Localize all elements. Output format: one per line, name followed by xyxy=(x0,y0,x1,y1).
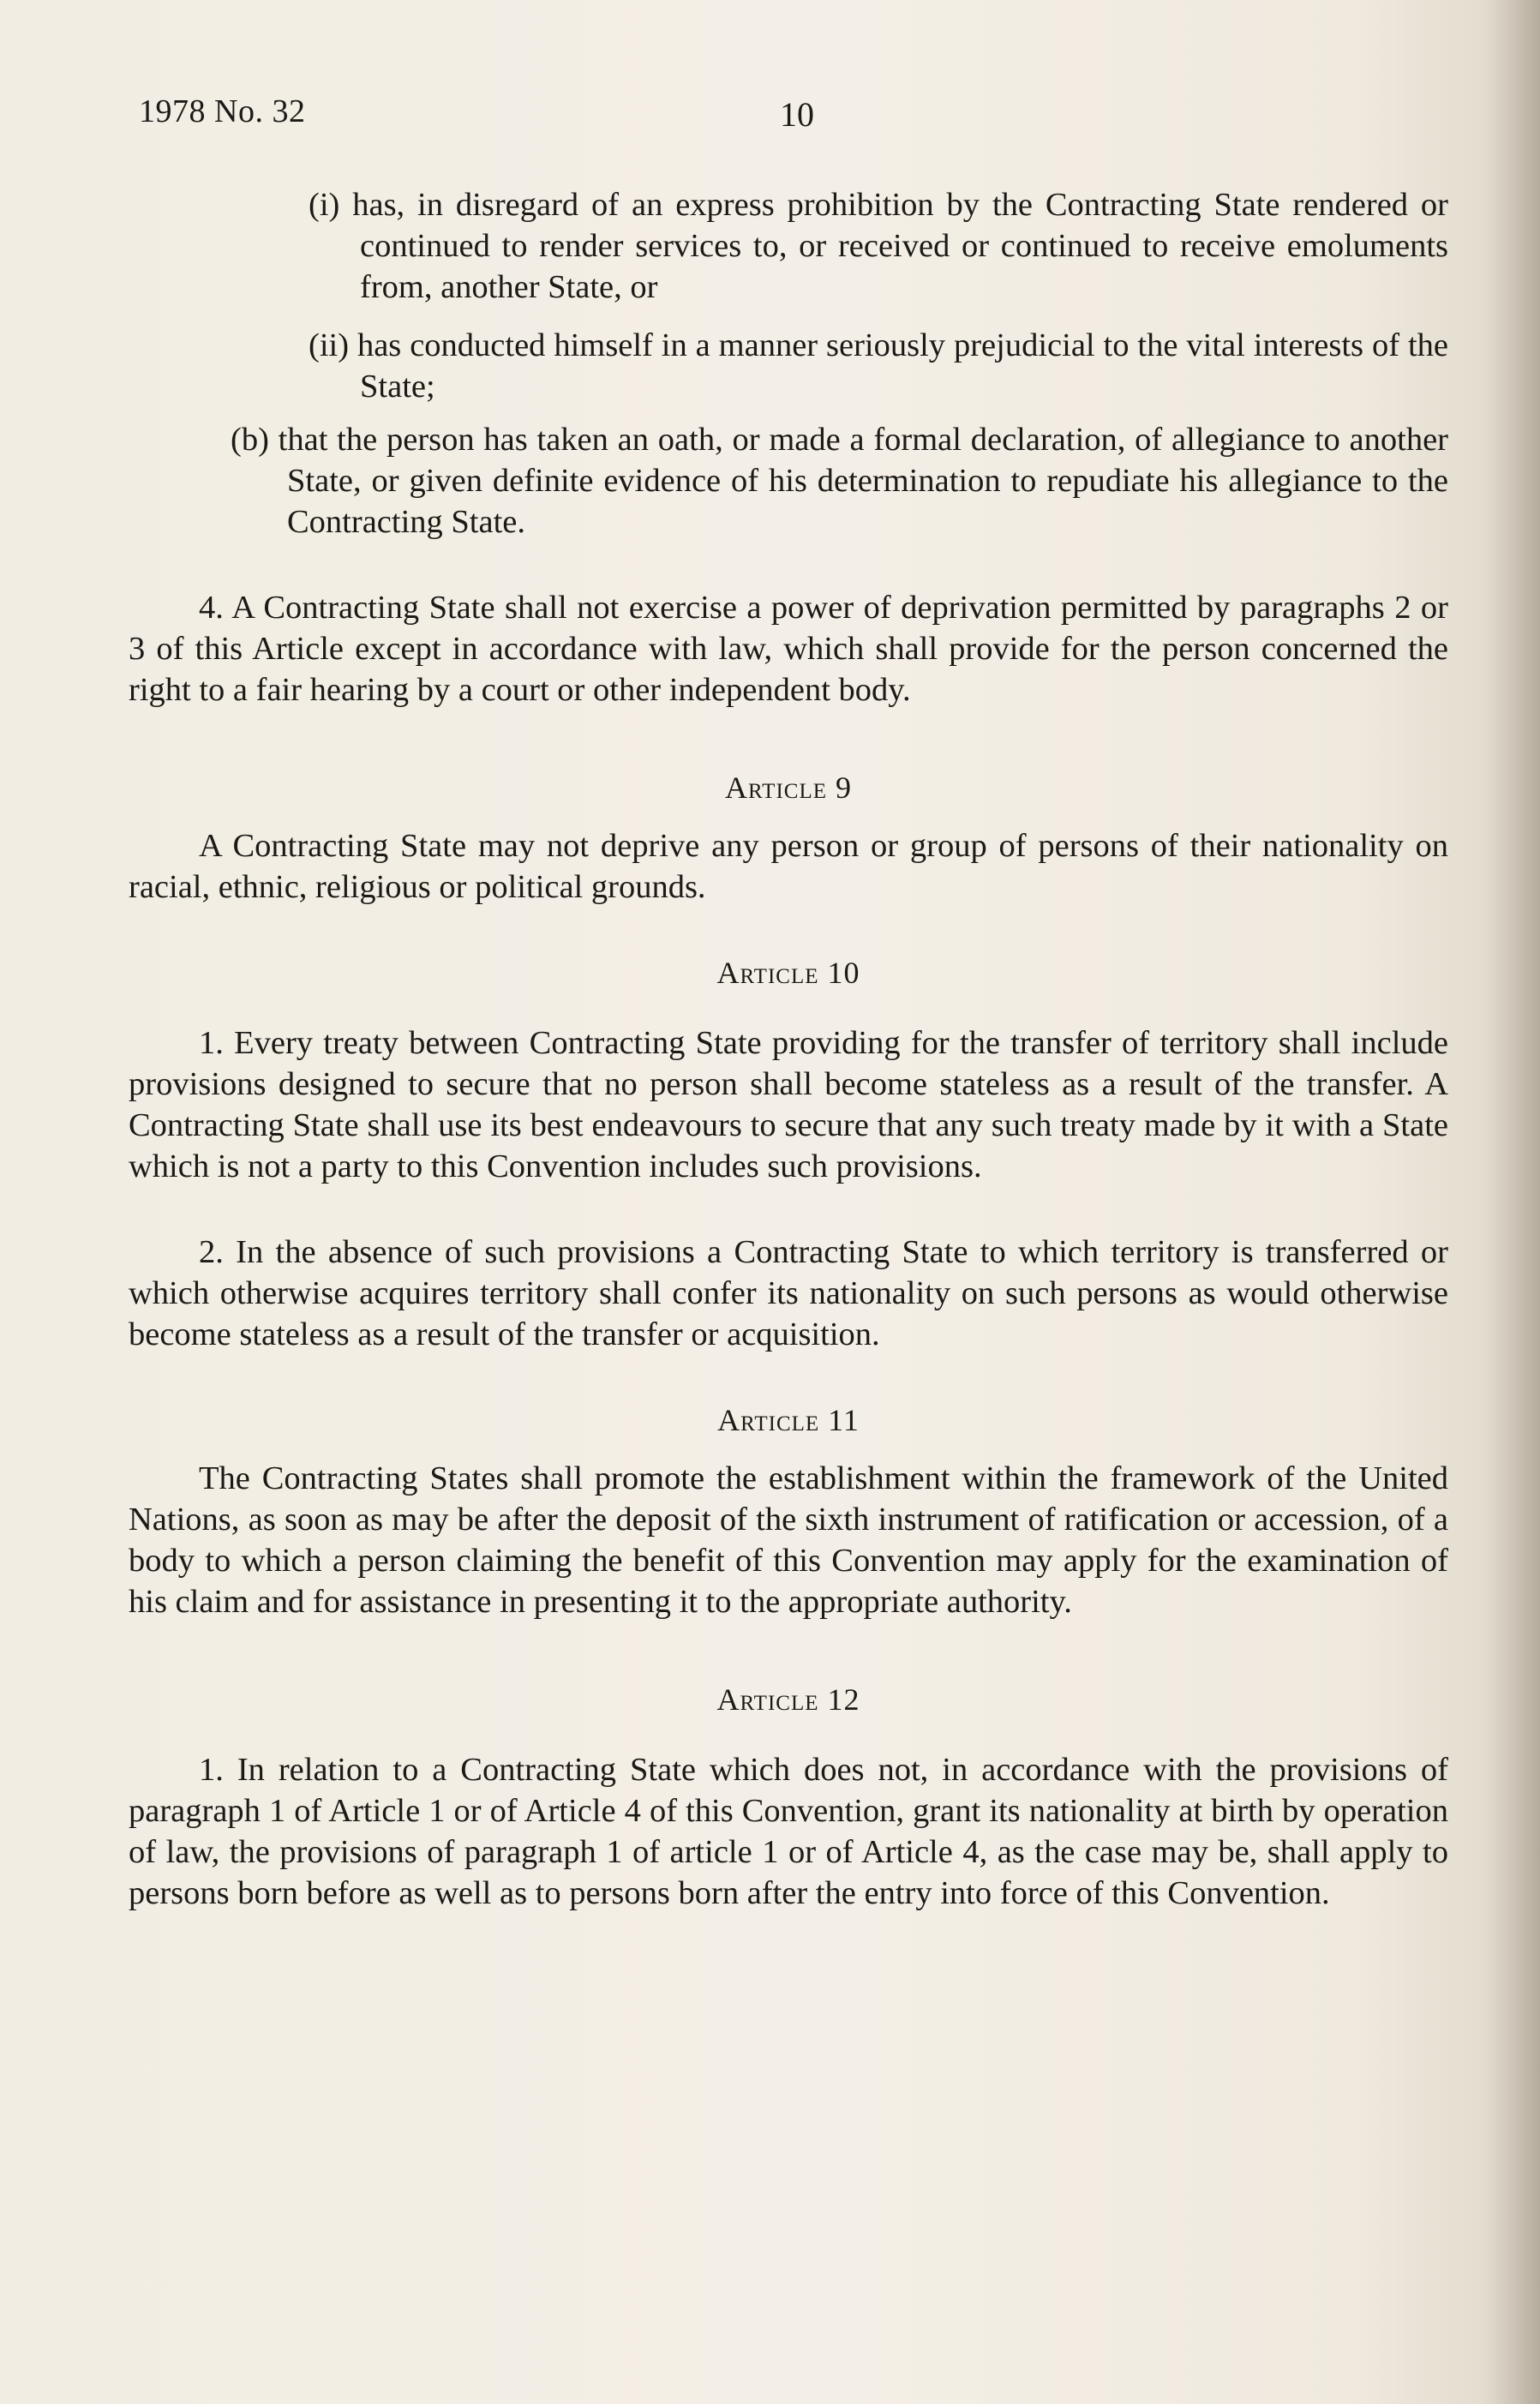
clause-i: (i) has, in disregard of an express prohibition by the Contracting State rendered or continued to render services to, or received or continued to receive emoluments from, another State, or xyxy=(309,187,1448,305)
article-10-heading: Article 10 xyxy=(716,956,860,990)
article-10-paragraph-2: 2. In the absence of such provisions a Contracting State to which territory is transferred or which otherwise acquires territory shall confer its nationality on such persons as would otherwise become stateless as a result of the transfer or acquisition. xyxy=(129,1234,1448,1352)
clause-ii: (ii) has conducted himself in a manner seriously prejudicial to the vital interests of the State; xyxy=(309,327,1448,405)
page-number: 10 xyxy=(780,95,814,134)
article-12-heading: Article 12 xyxy=(716,1682,860,1717)
clause-b: (b) that the person has taken an oath, or made a formal declaration, of allegiance to another State, or given definite evidence of his determination to repudiate his allegiance to the Contracting State. xyxy=(231,422,1448,540)
article-10-paragraph-1: 1. Every treaty between Contracting State providing for the transfer of territory shall include provisions designed to secure that no person shall become stateless as a result of the transfer. A Contracting State shall use its best endeavours to secure that any such treaty made by it with a State which is not a party to this Convention includes such provisions. xyxy=(129,1025,1448,1184)
page-body xyxy=(129,184,1448,1914)
binding-shadow xyxy=(1489,0,1540,2404)
article-12-paragraph-1: 1. In relation to a Contracting State which does not, in accordance with the provisions of paragraph 1 of Article 1 or of Article 4 of this Convention, grant its nationality at birth by operation of law, the provisions of paragraph 1 of article 1 or of Article 4, as the case may be, shall apply to persons born before as well as to persons born after the entry into force of this Convention. xyxy=(129,1752,1448,1911)
article-11-heading: Article 11 xyxy=(717,1403,860,1437)
page-header-reference: 1978 No. 32 xyxy=(139,93,306,129)
paragraph-4: 4. A Contracting State shall not exercise a power of deprivation permitted by paragraphs 2 or 3 of this Article except in accordance with law, which shall provide for the person concerned the right to a fair hearing by a court or other independent body. xyxy=(129,590,1448,708)
article-11-text: The Contracting States shall promote the establishment within the framework of the United Nations, as soon as may be after the deposit of the sixth instrument of ratification or accession, of a body to which a person claiming the benefit of this Convention may apply for the examination of his claim and for assistance in presenting it to the appropriate authority. xyxy=(129,1460,1448,1620)
article-9-heading: Article 9 xyxy=(725,770,852,805)
article-9-text: A Contracting State may not deprive any person or group of persons of their nationality on racial, ethnic, religious or political grounds. xyxy=(129,828,1448,905)
